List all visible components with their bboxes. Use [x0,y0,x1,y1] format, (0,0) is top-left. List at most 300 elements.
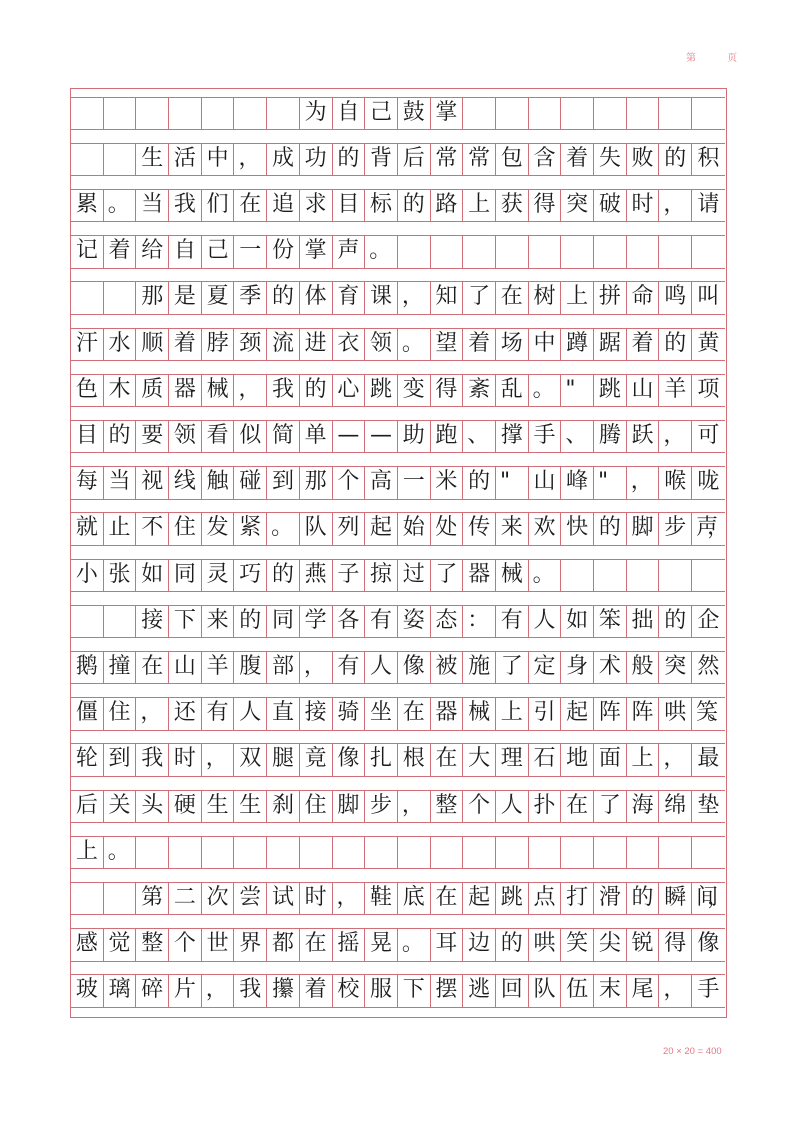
grid-cell: 鞋 [365,883,398,915]
grid-cell: 点 [529,883,562,915]
grid-cell: 到 [104,744,137,776]
empty-grid-cell [463,837,496,869]
grid-cell: 耳 [431,929,464,961]
grid-cell: 的 [659,144,692,176]
grid-cell: 身 [561,652,594,684]
grid-cell: 知 [431,282,464,314]
grid-cell: 鹅 [71,652,104,684]
grid-cell: 石 [529,744,562,776]
grid-row [71,466,725,500]
grid-cell: 着 [104,236,137,268]
grid-cell: 拙 [627,606,660,638]
grid-cell: 哄 [659,698,692,730]
grid-cell: 腹 [234,652,267,684]
grid-cell: 子 [333,560,366,592]
grid-row [71,420,725,454]
grid-cell: 服 [365,975,398,1007]
grid-cell: 一 [234,236,267,268]
grid-cell: 燕 [300,560,333,592]
grid-cell: 触 [202,467,235,499]
grid-cell: 水 [104,329,137,361]
grid-cell: 个 [333,467,366,499]
grid-cell: 领 [365,329,398,361]
grid-cell: 始 [398,513,431,545]
empty-grid-cell [300,837,333,869]
empty-grid-cell [594,837,627,869]
grid-cell: 住 [104,698,137,730]
empty-grid-cell [594,98,627,130]
grid-cell: 可 [697,422,720,448]
grid-cell: 伍 [561,975,594,1007]
grid-cell: 时 [300,883,333,915]
grid-row [71,143,725,177]
grid-cell: 二 [169,883,202,915]
grid-cell: 扎 [365,744,398,776]
grid-cell: 队 [300,513,333,545]
grid-cell: 掌 [431,98,464,130]
grid-cell: 我 [169,190,202,222]
grid-cell: 直 [267,698,300,730]
grid-cell: 笑。 [696,700,719,726]
grid-cell: 一 [398,467,431,499]
grid-cell: 企 [697,607,720,633]
empty-grid-cell [398,837,431,869]
grid-cell: 撞 [104,652,137,684]
empty-grid-cell [627,98,660,130]
grid-cell: 跳 [496,883,529,915]
grid-cell: 我 [267,375,300,407]
grid-cell: 份 [267,236,300,268]
grid-cell: 背 [365,144,398,176]
grid-cell: 了 [496,652,529,684]
grid-cell: 的 [267,560,300,592]
grid-cell: 后 [71,791,104,823]
empty-grid-cell [529,236,562,268]
grid-cell: 在 [136,652,169,684]
grid-cell: 线 [169,467,202,499]
grid-cell: 阵 [594,698,627,730]
grid-cell: 。 [529,375,562,407]
empty-grid-cell [627,837,660,869]
grid-cell: 如 [561,606,594,638]
grid-cell: 高 [365,467,398,499]
empty-grid-cell [333,837,366,869]
grid-cell: 绵 [659,791,692,823]
grid-cell: ， [202,744,235,776]
grid-cell: ， [234,144,267,176]
grid-cell: 。 [267,513,300,545]
grid-cell: 的 [234,606,267,638]
grid-cell: 声 [333,236,366,268]
grid-cell: 打 [561,883,594,915]
grid-row [71,882,725,916]
empty-grid-cell [496,837,529,869]
grid-cell: 生 [234,791,267,823]
grid-cell: 队 [529,975,562,1007]
title-row [71,97,725,131]
grid-cell: 的 [627,883,660,915]
grid-row [71,928,725,962]
grid-row [71,974,725,1008]
grid-cell: ， [659,421,692,453]
grid-cell: 末 [594,975,627,1007]
grid-cell: 起 [365,513,398,545]
grid-cell: 领 [169,421,202,453]
grid-cell: 步 [659,513,692,545]
grid-cell: 失 [594,144,627,176]
page-number-label: 第 页 [686,53,752,64]
grid-cell: 锐 [627,929,660,961]
empty-grid-cell [431,837,464,869]
grid-cell: 感 [71,929,104,961]
grid-cell: 喉 [659,467,692,499]
empty-grid-cell [692,236,725,268]
grid-cell: 那 [300,467,333,499]
grid-cell: 黄 [697,330,720,356]
grid-cell: 顺 [136,329,169,361]
grid-cell: 夏 [202,282,235,314]
grid-cell: 在 [431,883,464,915]
grid-cell: ， [398,282,431,314]
grid-cell: 到 [267,467,300,499]
grid-cell: 都 [267,929,300,961]
grid-cell: 含 [529,144,562,176]
grid-cell: 施 [463,652,496,684]
grid-cell: 米 [431,467,464,499]
grid-cell: 生 [136,144,169,176]
grid-cell: 械 [202,375,235,407]
grid-cell: 竟 [300,744,333,776]
grid-cell: 季 [234,282,267,314]
grid-cell: 紧 [234,513,267,545]
grid-cell: 突 [659,652,692,684]
grid-cell: 接 [136,606,169,638]
grid-cell: 部 [267,652,300,684]
grid-cell: 着 [627,329,660,361]
grid-cell: 了 [463,282,496,314]
grid-cell: 璃 [104,975,137,1007]
grid-cell: 僵 [71,698,104,730]
grid-cell: 欢 [529,513,562,545]
grid-cell: ， [659,190,692,222]
empty-grid-cell [234,837,267,869]
empty-grid-cell [365,837,398,869]
grid-cell: 获 [496,190,529,222]
grid-cell: 山 [627,375,660,407]
empty-grid-cell [202,98,235,130]
grid-cell: 阵 [627,698,660,730]
grid-cell: 、 [463,421,496,453]
grid-cell: 列 [333,513,366,545]
grid-cell: 笨 [594,606,627,638]
grid-cell: 来 [496,513,529,545]
grid-cell: 树 [529,282,562,314]
grid-cell: — [333,421,366,453]
grid-cell: 术 [594,652,627,684]
grid-cell: 。 [398,929,431,961]
empty-grid-cell [561,837,594,869]
grid-cell: ， [659,975,692,1007]
grid-cell: 撑 [496,421,529,453]
grid-cell: 在 [398,698,431,730]
grid-cell: 进 [300,329,333,361]
grid-cell: ， [234,375,267,407]
grid-cell: 乱 [496,375,529,407]
grid-cell: 片 [169,975,202,1007]
grid-cell: 是 [169,282,202,314]
grid-cell: 像 [333,744,366,776]
grid-cell: 鸣 [659,282,692,314]
grid-cell: 颈 [234,329,267,361]
grid-cell: 衣 [333,329,366,361]
grid-row [71,189,725,223]
grid-cell: 视 [136,467,169,499]
grid-cell: 羊 [659,375,692,407]
grid-cell: 目 [333,190,366,222]
grid-cell: 住 [169,513,202,545]
grid-cell: 积 [697,145,720,171]
grid-cell: 学 [300,606,333,638]
grid-cell: 的 [659,329,692,361]
grid-cell: 项 [697,376,720,402]
grid-cell: 手 [529,421,562,453]
grid-cell: 突 [561,190,594,222]
grid-cell: 上 [561,282,594,314]
grid-cell: ， [398,791,431,823]
grid-cell: 双 [234,744,267,776]
grid-cell: 在 [234,190,267,222]
grid-cell: 刹 [267,791,300,823]
grid-cell: 器 [169,375,202,407]
grid-cell: 。 [104,837,137,869]
grid-row [71,790,725,824]
grid-cell: 灵 [202,560,235,592]
grid-cell: 请 [697,191,720,217]
grid-cell: 住 [300,791,333,823]
grid-cell: 课 [365,282,398,314]
empty-grid-cell [71,282,104,314]
grid-row [71,559,725,593]
grid-cell: 破 [594,190,627,222]
empty-grid-cell [398,236,431,268]
grid-cell: 械 [463,698,496,730]
grid-cell: 中 [202,144,235,176]
empty-grid-cell [202,837,235,869]
grid-cell: 整 [136,929,169,961]
grid-cell: 命 [627,282,660,314]
grid-cell: 人 [496,791,529,823]
grid-cell: 似 [234,421,267,453]
grid-row [71,512,725,546]
grid-cell: 整 [431,791,464,823]
empty-grid-cell [692,560,725,592]
grid-cell: 传 [463,513,496,545]
grid-cell: 在 [300,929,333,961]
empty-grid-cell [692,837,725,869]
empty-grid-cell [463,98,496,130]
empty-grid-cell [692,98,725,130]
grid-cell: ， [300,652,333,684]
grid-cell: 。 [529,560,562,592]
grid-cell: 紊 [463,375,496,407]
grid-cell: 场 [496,329,529,361]
grid-cell: 山 [529,467,562,499]
empty-grid-cell [169,98,202,130]
empty-grid-cell [627,236,660,268]
grid-cell: 小 [71,560,104,592]
empty-grid-cell [104,282,137,314]
grid-cell: 时 [627,190,660,222]
grid-cell: 摆 [431,975,464,1007]
grid-cell: 。 [365,236,398,268]
grid-cell: 时 [169,744,202,776]
grid-cell: 同 [267,606,300,638]
grid-cell: 包 [496,144,529,176]
empty-grid-cell [659,837,692,869]
grid-cell: 就 [71,513,104,545]
grid-cell: " [561,375,594,407]
grid-cell: 成 [267,144,300,176]
grid-cell: 常 [431,144,464,176]
grid-cell: 那 [136,282,169,314]
grid-cell: 己 [365,98,398,130]
grid-cell: 汗 [71,329,104,361]
grid-cell: 的 [398,190,431,222]
grid-cell: 跳 [594,375,627,407]
grid-cell: 止 [104,513,137,545]
grid-cell: 们 [202,190,235,222]
empty-grid-cell [71,144,104,176]
grid-cell: 体 [300,282,333,314]
grid-cell: 不 [136,513,169,545]
grid-cell: 尝 [234,883,267,915]
empty-grid-cell [659,98,692,130]
grid-cell: 引 [529,698,562,730]
grid-cell: 摇 [333,929,366,961]
grid-cell: 常 [463,144,496,176]
grid-cell: 然 [697,653,720,679]
grid-cell: 接 [300,698,333,730]
grid-cell: 脚 [627,513,660,545]
empty-grid-cell [659,560,692,592]
empty-grid-cell [561,236,594,268]
grid-cell: 路 [431,190,464,222]
grid-cell: 了 [431,560,464,592]
empty-grid-cell [594,236,627,268]
grid-cell: 瞬 [659,883,692,915]
empty-grid-cell [104,883,137,915]
grid-cell: 面 [594,744,627,776]
empty-grid-cell [496,98,529,130]
grid-cell: 界 [234,929,267,961]
empty-grid-cell [169,837,202,869]
grid-cell: 巧 [234,560,267,592]
grid-cell: 当 [104,467,137,499]
grid-cell: 得 [431,375,464,407]
grid-cell: 当 [136,190,169,222]
grid-cell: ， [202,975,235,1007]
grid-cell: 下 [398,975,431,1007]
grid-cell: 的 [267,282,300,314]
grid-cell: 在 [431,744,464,776]
empty-grid-cell [104,144,137,176]
grid-cell: 底 [398,883,431,915]
grid-cell: 根 [398,744,431,776]
grid-cell: 脖 [202,329,235,361]
grid-cell: 晃 [365,929,398,961]
grid-cell: 。 [398,329,431,361]
grid-cell: 个 [463,791,496,823]
grid-cell: — [365,421,398,453]
grid-cell: 来 [202,606,235,638]
grid-cell: 头 [136,791,169,823]
grid-cell: 标 [365,190,398,222]
grid-cell: 鼓 [398,98,431,130]
grid-cell: 次 [202,883,235,915]
grid-cell: 色 [71,375,104,407]
grid-cell: 上 [496,698,529,730]
grid-cell: 定 [529,652,562,684]
empty-grid-cell [594,560,627,592]
grid-cell: 人 [365,652,398,684]
grid-cell: 张 [104,560,137,592]
grid-cell: 地 [561,744,594,776]
grid-cell: 同 [169,560,202,592]
empty-grid-cell [104,98,137,130]
grid-cell: 碎 [136,975,169,1007]
grid-cell: 态 [431,606,464,638]
grid-cell: 的 [300,375,333,407]
grid-row [71,651,725,685]
grid-cell: 般 [627,652,660,684]
grid-cell: 快 [561,513,594,545]
grid-cell: 下 [169,606,202,638]
grid-cell: 被 [431,652,464,684]
grid-cell: 着 [169,329,202,361]
grid-cell: 上 [71,837,104,869]
grid-cell: ， [136,698,169,730]
empty-grid-cell [234,98,267,130]
grid-cell: 步 [365,791,398,823]
grid-cell: 的 [463,467,496,499]
grid-cell: 上 [463,190,496,222]
grid-cell: 扑 [529,791,562,823]
grid-cell: 着 [300,975,333,1007]
grid-cell: 在 [561,791,594,823]
empty-grid-cell [529,837,562,869]
grid-cell: 得 [659,929,692,961]
grid-cell: 咙 [697,469,720,495]
grid-cell: 记 [71,236,104,268]
grid-row [71,836,725,870]
grid-cell: ， [659,744,692,776]
grid-cell: 质 [136,375,169,407]
grid-cell: 腾 [594,421,627,453]
grid-cell: 坐 [365,698,398,730]
empty-grid-cell [136,837,169,869]
grid-cell: 。 [104,190,137,222]
grid-cell: 攥 [267,975,300,1007]
grid-cell: 简 [267,421,300,453]
grid-cell: 人 [529,606,562,638]
grid-cell: 助 [398,421,431,453]
grid-cell: 器 [463,560,496,592]
empty-grid-cell [431,236,464,268]
grid-cell: 有 [202,698,235,730]
grid-cell: 关 [104,791,137,823]
grid-cell: 叫 [697,284,720,310]
grid-row [71,281,725,315]
